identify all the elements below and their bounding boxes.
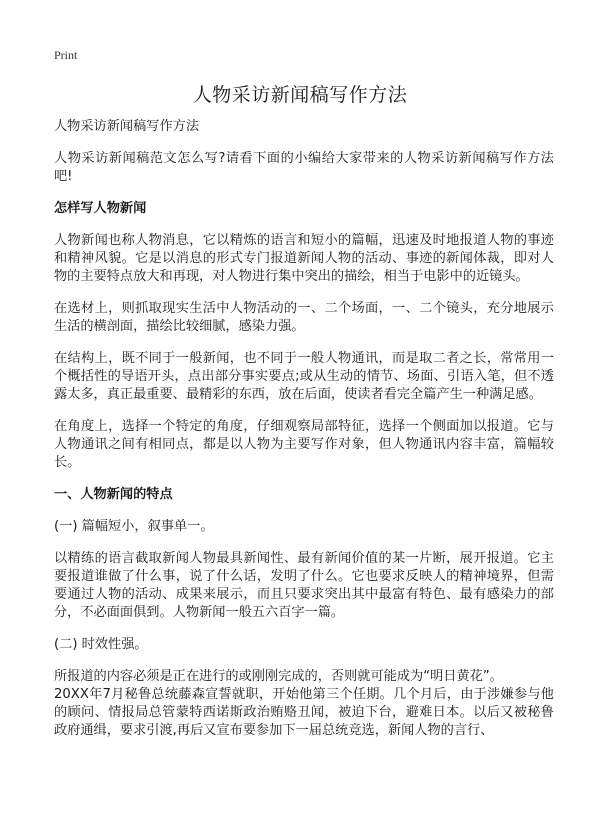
print-link[interactable]: Print	[54, 48, 78, 62]
page-title: 人物采访新闻稿写作方法	[192, 84, 408, 106]
paragraph-structure: 在结构上，既不同于一般新闻，也不同于一般人物通讯，而是取二者之长，常常用一个概括性的导语开头，点出部分事实要点;或从生动的情节、场面、引语入笔，但不透露太多，真正最重要、最精彩的东西，放在后面，使读者看完全篇产生一种满足感。	[54, 351, 554, 402]
paragraph-example: 20XX年7月秘鲁总统藤森宣誓就职，开始他第三个任期。几个月后，由于涉嫌参与他的顾问、情报局总管蒙特西诺斯政治贿赂丑闻，被迫下台，避难日本。以后又被秘鲁政府通缉，要求引渡,再后又宣布要参加下一届总统竞选，新闻人物的言行、	[54, 687, 554, 738]
article-subtitle: 人物采访新闻稿写作方法	[54, 119, 200, 134]
paragraph-timeliness: 所报道的内容必须是正在进行的或刚刚完成的，否则就可能成为“明日黄花”。	[54, 669, 503, 684]
feature-item-2: (二) 时效性强。	[54, 637, 148, 652]
paragraph-angle: 在角度上，选择一个特定的角度，仔细观察局部特征，选择一个侧面加以报道。它与人物通讯之间有相同点，都是以人物为主要写作对象，但人物通讯内容丰富，篇幅较长。	[54, 419, 554, 470]
paragraph-material: 在选材上，则抓取现实生活中人物活动的一、二个场面，一、二个镜头，充分地展示生活的横剖面，描绘比较细腻，感染力强。	[54, 301, 554, 334]
section-heading-features: 一、人物新闻的特点	[54, 487, 173, 502]
paragraph-feature-1: 以精练的语言截取新闻人物最具新闻性、最有新闻价值的某一片断，展开报道。它主要报道谁做了什么事，说了什么话，发明了什么。它也要求反映人的精神境界，但需要通过人物的活动、成果来展示，而且只要求突出其中最富有特色、最有感染力的部分，不必面面俱到。人物新闻一般五六百字一篇。	[54, 551, 554, 620]
section-heading-how: 怎样写人物新闻	[54, 201, 147, 216]
article-body	[54, 118, 554, 740]
feature-item-1: (一) 篇幅短小，叙事单一。	[54, 519, 214, 534]
intro-paragraph: 人物采访新闻稿范文怎么写?请看下面的小编给大家带来的人物采访新闻稿写作方法吧!	[54, 151, 554, 184]
paragraph-definition: 人物新闻也称人物消息，它以精炼的语言和短小的篇幅，迅速及时地报道人物的事迹和精神风貌。它是以消息的形式专门报道新闻人物的活动、事迹的新闻体裁，即对人物的主要特点放大和再现，对人物进行集中突出的描绘，相当于电影中的近镜头。	[54, 233, 554, 284]
